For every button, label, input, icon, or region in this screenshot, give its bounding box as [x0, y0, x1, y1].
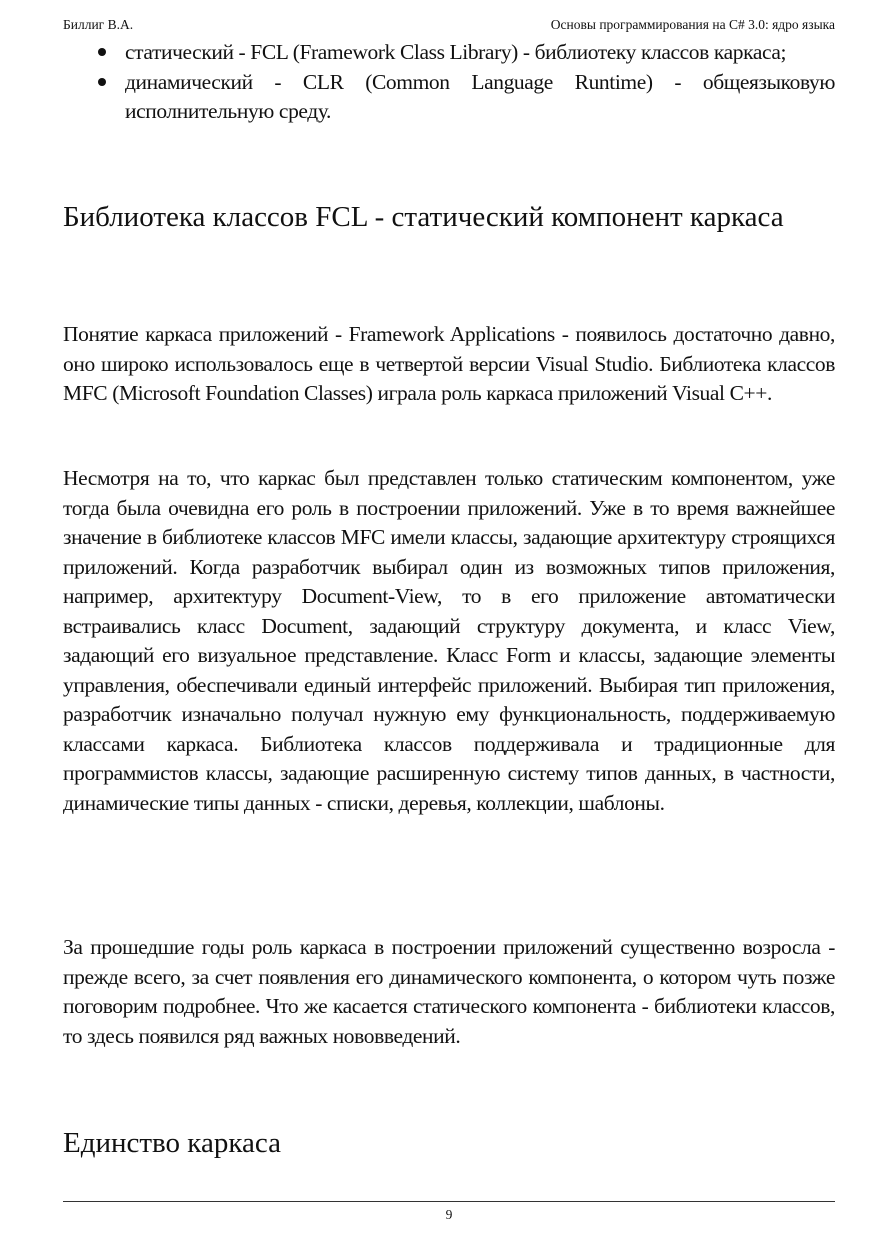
section-heading-fcl: Библиотека классов FCL - статический компонент каркаса [63, 201, 784, 233]
header-book-title: Основы программирования на C# 3.0: ядро языка [550, 17, 835, 32]
bullet-icon [98, 78, 106, 86]
page-number: 9 [445, 1207, 453, 1222]
footer-divider [63, 1201, 835, 1202]
component-bullet-list [63, 38, 835, 127]
bullet-icon [98, 48, 106, 56]
list-item-text: статический - FCL (Framework Class Library) - библиотеку классов каркаса; [125, 40, 787, 64]
list-item [63, 38, 835, 68]
paragraph: Несмотря на то, что каркас был представлен только статическим компонентом, уже тогда была очевидна его роль в построении приложений. Уже в то время важнейшее значение в библиотеке классов MFC имели классы, задающие архитектуру строящихся приложений. Когда разработчик выбирал один из возможных типов приложения, например, архитектуру Document-View, то в его приложение автоматически встраивались класс Document, задающий структуру документа, и класс View, задающий его визуальное представление. Класс Form и классы, задающие элементы управления, обеспечивали единый интерфейс приложений. Выбирая тип приложения, разработчик изначально получал нужную ему функциональность, поддерживаемую классами каркаса. Библиотека классов поддерживала и традиционные для программистов классы, задающие расширенную систему типов данных, в частности, динамические типы данных - списки, деревья, коллекции, шаблоны. [63, 466, 835, 815]
paragraph: Понятие каркаса приложений - Framework Applications - появилось достаточно давно, оно широко использовалось еще в четвертой версии Visual Studio. Библиотека классов MFC (Microsoft Foundation Classes) играла роль каркаса приложений Visual C++. [63, 322, 835, 405]
paragraph: За прошедшие годы роль каркаса в построении приложений существенно возросла - прежде всего, за счет появления его динамического компонента, о котором чуть позже поговорим подробнее. Что же касается статического компонента - библиотеки классов, то здесь появился ряд важных нововведений. [63, 935, 835, 1048]
section-heading-unity: Единство каркаса [63, 1127, 281, 1159]
document-page [63, 0, 835, 1241]
list-item-text: динамический - CLR (Common Language Runtime) - общеязыковую исполнительную среду. [125, 69, 835, 123]
header-author: Биллиг В.А. [63, 17, 134, 32]
list-item [63, 68, 835, 127]
